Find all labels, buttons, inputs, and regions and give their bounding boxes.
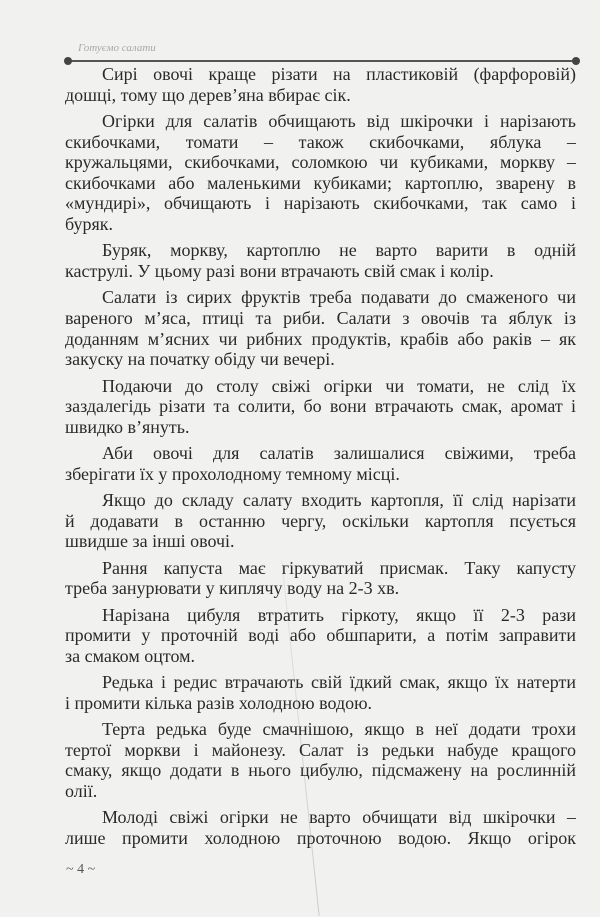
text-line: Буряк, моркву, картоплю не варто варити в одній: [102, 240, 576, 261]
text-line: Нарізана цибуля втратить гіркоту, якщо її 2-3 рази: [102, 604, 576, 625]
text-line: зберігати їх у прохолодному темному місці.: [65, 463, 400, 484]
text-line: Сирі овочі краще різати на пластиковій (фарфоровій): [102, 64, 576, 84]
text-line: за смаком оцтом.: [65, 645, 196, 666]
text-line: олії.: [65, 780, 98, 801]
text-line: смаку, якщо додати в нього цибулю, підсмажену на рослинній: [65, 760, 576, 781]
text-line: промити у проточній воді або обшпарити, а потім заправити: [65, 625, 576, 646]
paragraph: [65, 558, 576, 599]
paragraph: [65, 605, 576, 667]
running-head: Готуємо салати: [78, 42, 156, 54]
text-line: швидше за інші овочі.: [65, 531, 235, 552]
paragraph: [65, 443, 576, 484]
text-line: Аби овочі для салатів залишалися свіжими, треба: [102, 443, 576, 464]
text-line: швидко в’януть.: [65, 416, 190, 437]
paragraph: [65, 287, 576, 369]
header-rule: [68, 60, 576, 62]
text-line: Огірки для салатів обчищають від шкірочки і нарізають: [102, 110, 576, 131]
text-line: доданням м’ясних чи рибних продуктів, крабів або раків – як: [65, 328, 576, 349]
text-line: Терта редька буде смачнішою, якщо в неї додати трохи: [102, 719, 576, 740]
paragraph: [65, 111, 576, 235]
text-line: заздалегідь різати та солити, бо вони втрачають смак, аромат і: [65, 396, 576, 417]
text-line: Рання капуста має гіркуватий присмак. Таку капусту: [102, 557, 576, 578]
text-line: і промити кілька разів холодною водою.: [65, 692, 373, 713]
text-line: Якщо до складу салату входить картопля, її слід нарізати: [102, 490, 576, 511]
text-line: буряк.: [65, 213, 113, 234]
text-line: треба занурювати у киплячу воду на 2-3 хв.: [65, 578, 400, 599]
paragraph: [65, 807, 576, 848]
text-line: й додавати в останню чергу, оскільки картопля псується: [65, 510, 576, 531]
text-line: закуску на початку обіду чи вечері.: [65, 349, 335, 370]
text-line: кружальцями, скибочками, соломкою чи кубиками, моркву –: [65, 152, 576, 173]
text-line: лише промити холодною проточною водою. Якщо огірок: [65, 827, 576, 848]
page-number: ~ 4 ~: [66, 862, 96, 877]
paragraph: [65, 240, 576, 281]
text-line: тертої моркви і майонезу. Салат із редьки набуде кращого: [65, 739, 576, 760]
text-line: дошці, тому що дерев’яна вбирає сік.: [65, 84, 351, 105]
paragraph: [65, 719, 576, 801]
text-line: Салати із сирих фруктів треба подавати до смаженого чи: [102, 287, 576, 308]
body-text: [65, 64, 576, 854]
text-line: Молоді свіжі огірки не варто обчищати від шкірочки –: [102, 807, 576, 828]
text-line: скибочками, томати – також скибочками, яблука –: [65, 131, 576, 152]
text-line: «мундирі», обчищають і нарізають скибочками, так само і: [65, 193, 576, 214]
text-line: каструлі. У цьому разі вони втрачають свій смак і колір.: [65, 260, 494, 281]
paragraph: [65, 490, 576, 552]
paragraph: [65, 672, 576, 713]
text-line: вареного м’яса, птиці та риби. Салати з овочів та яблук із: [65, 307, 576, 328]
text-line: Подаючи до столу свіжі огірки чи томати, не слід їх: [102, 375, 576, 396]
paragraph: [65, 376, 576, 438]
paragraph: [65, 64, 576, 105]
text-line: скибочками або маленькими кубиками; картоплю, зварену в: [65, 172, 576, 193]
text-line: Редька і редис втрачають свій їдкий смак, якщо їх натерти: [102, 672, 576, 693]
